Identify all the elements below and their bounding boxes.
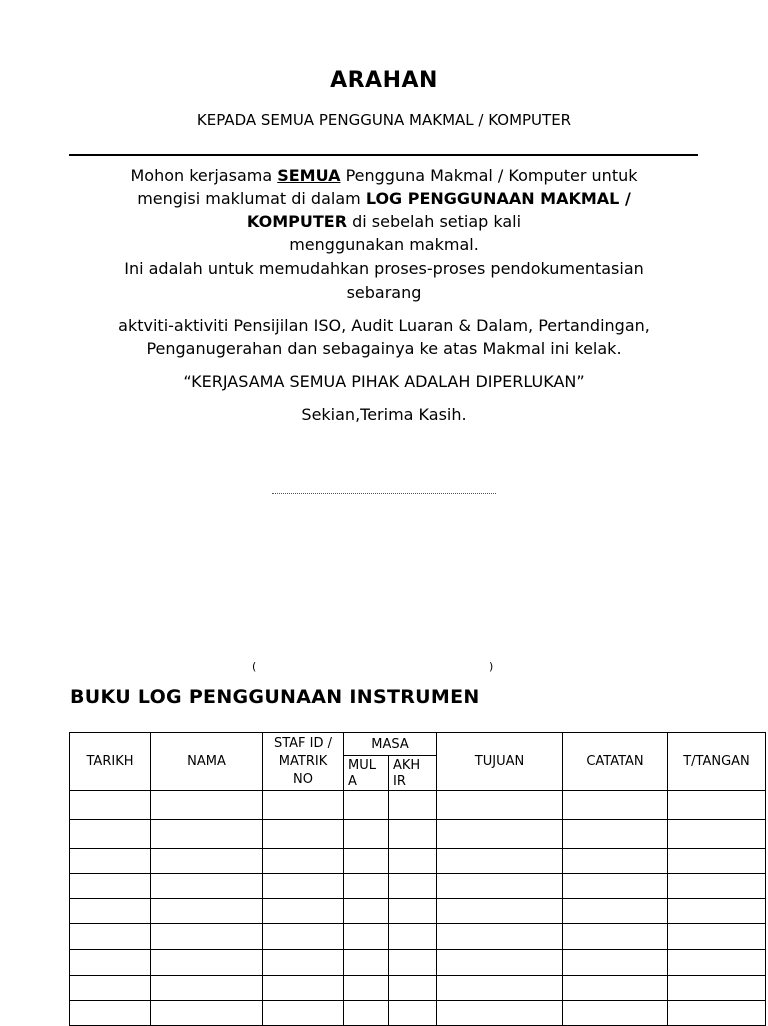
col-header-text: MUL (348, 758, 376, 773)
col-header-ttangan: T/TANGAN (668, 733, 766, 791)
table-row (70, 976, 766, 1001)
table-cell[interactable] (389, 820, 437, 849)
table-cell[interactable] (389, 791, 437, 820)
table-cell[interactable] (263, 820, 344, 849)
table-cell[interactable] (389, 1001, 437, 1026)
table-cell[interactable] (563, 924, 668, 950)
table-cell[interactable] (263, 976, 344, 1001)
table-cell[interactable] (151, 820, 263, 849)
table-cell[interactable] (151, 950, 263, 976)
table-cell[interactable] (668, 791, 766, 820)
table-cell[interactable] (263, 950, 344, 976)
page-subtitle: KEPADA SEMUA PENGGUNA MAKMAL / KOMPUTER (196, 111, 572, 129)
notice-line-8: Penganugerahan dan sebagainya ke atas Makmal ini kelak. (146, 339, 622, 358)
col-header-text: NO (293, 771, 313, 787)
col-header-catatan: CATATAN (563, 733, 668, 791)
table-cell[interactable] (563, 976, 668, 1001)
notice-text: Mohon kerjasama (130, 166, 278, 185)
table-cell[interactable] (151, 924, 263, 950)
table-row (70, 1001, 766, 1026)
col-header-akhir (389, 756, 437, 791)
table-cell[interactable] (263, 899, 344, 924)
col-header-text: MATRIK (278, 753, 328, 769)
table-cell[interactable] (70, 874, 151, 899)
divider-line (69, 154, 698, 156)
signature-dotted-line (272, 483, 496, 494)
table-cell[interactable] (344, 899, 389, 924)
table-cell[interactable] (563, 950, 668, 976)
notice-line-2 (0, 189, 768, 208)
table-cell[interactable] (344, 874, 389, 899)
table-cell[interactable] (389, 976, 437, 1001)
table-cell[interactable] (437, 950, 563, 976)
table-cell[interactable] (151, 1001, 263, 1026)
table-cell[interactable] (437, 1001, 563, 1026)
page-title: ARAHAN (330, 68, 438, 93)
table-cell[interactable] (389, 950, 437, 976)
notice-text: Pengguna Makmal / Komputer untuk (340, 166, 638, 185)
log-table (69, 732, 766, 1026)
notice-line-5: Ini adalah untuk memudahkan proses-proses pendokumentasian (124, 259, 644, 278)
col-header-tujuan: TUJUAN (437, 733, 563, 791)
notice-line-7: aktviti-aktiviti Pensijilan ISO, Audit Luaran & Dalam, Pertandingan, (118, 316, 650, 335)
table-row (70, 820, 766, 849)
notice-quote: “KERJASAMA SEMUA PIHAK ADALAH DIPERLUKAN” (183, 372, 585, 391)
table-cell[interactable] (263, 1001, 344, 1026)
table-cell[interactable] (263, 791, 344, 820)
table-cell[interactable] (668, 899, 766, 924)
notice-text: mengisi maklumat di dalam (137, 189, 366, 208)
table-cell[interactable] (668, 849, 766, 874)
col-header-tarikh: TARIKH (70, 733, 151, 791)
table-cell[interactable] (344, 924, 389, 950)
table-cell[interactable] (70, 820, 151, 849)
table-cell[interactable] (437, 849, 563, 874)
table-cell[interactable] (70, 976, 151, 1001)
notice-emphasis: KOMPUTER (246, 212, 348, 231)
notice-line-4: menggunakan makmal. (289, 235, 479, 254)
col-header-text: STAF ID / (273, 735, 333, 751)
table-cell[interactable] (344, 1001, 389, 1026)
table-row (70, 791, 766, 820)
table-cell[interactable] (563, 874, 668, 899)
notice-emphasis: LOG PENGGUNAAN MAKMAL / (365, 189, 631, 208)
table-cell[interactable] (437, 820, 563, 849)
table-cell[interactable] (344, 950, 389, 976)
table-row (70, 924, 766, 950)
table-cell[interactable] (563, 820, 668, 849)
table-cell[interactable] (344, 849, 389, 874)
notice-line-3 (0, 212, 768, 231)
notice-text: di sebelah setiap kali (347, 212, 522, 231)
table-cell[interactable] (344, 820, 389, 849)
table-cell[interactable] (437, 976, 563, 1001)
table-cell[interactable] (437, 899, 563, 924)
notice-line-1 (0, 166, 768, 185)
table-cell[interactable] (668, 950, 766, 976)
table-cell[interactable] (389, 874, 437, 899)
log-table-body (70, 791, 766, 1026)
table-cell[interactable] (344, 976, 389, 1001)
notice-emphasis: SEMUA (277, 166, 341, 185)
table-cell[interactable] (151, 849, 263, 874)
table-cell[interactable] (263, 874, 344, 899)
log-heading: BUKU LOG PENGGUNAAN INSTRUMEN (70, 686, 480, 708)
col-header-mula (344, 756, 389, 791)
table-cell[interactable] (70, 791, 151, 820)
table-cell[interactable] (668, 1001, 766, 1026)
table-row (70, 899, 766, 924)
col-header-text: A (348, 774, 357, 789)
col-header-text: AKH (393, 758, 421, 773)
signature-paren-open: ( (252, 660, 257, 673)
table-cell[interactable] (70, 849, 151, 874)
table-cell[interactable] (70, 950, 151, 976)
table-cell[interactable] (151, 791, 263, 820)
col-header-nama: NAMA (151, 733, 263, 791)
table-cell[interactable] (263, 924, 344, 950)
col-header-text: IR (393, 774, 406, 789)
table-cell[interactable] (70, 1001, 151, 1026)
table-cell[interactable] (668, 874, 766, 899)
table-cell[interactable] (151, 976, 263, 1001)
col-header-masa: MASA (344, 733, 437, 756)
table-cell[interactable] (389, 924, 437, 950)
table-cell[interactable] (437, 874, 563, 899)
table-cell[interactable] (151, 899, 263, 924)
table-cell[interactable] (563, 1001, 668, 1026)
signature-paren-close: ) (489, 660, 494, 673)
table-cell[interactable] (563, 791, 668, 820)
table-cell[interactable] (668, 976, 766, 1001)
table-cell[interactable] (668, 820, 766, 849)
table-cell[interactable] (668, 924, 766, 950)
table-cell[interactable] (70, 924, 151, 950)
table-cell[interactable] (389, 899, 437, 924)
table-cell[interactable] (437, 791, 563, 820)
table-cell[interactable] (389, 849, 437, 874)
table-cell[interactable] (563, 899, 668, 924)
table-cell[interactable] (263, 849, 344, 874)
table-cell[interactable] (70, 899, 151, 924)
table-cell[interactable] (437, 924, 563, 950)
table-cell[interactable] (151, 874, 263, 899)
table-row (70, 874, 766, 899)
table-row (70, 849, 766, 874)
table-cell[interactable] (344, 791, 389, 820)
notice-line-6: sebarang (346, 283, 422, 302)
col-header-staf-id (263, 733, 344, 791)
table-row (70, 950, 766, 976)
table-cell[interactable] (563, 849, 668, 874)
notice-closing: Sekian,Terima Kasih. (301, 405, 467, 424)
